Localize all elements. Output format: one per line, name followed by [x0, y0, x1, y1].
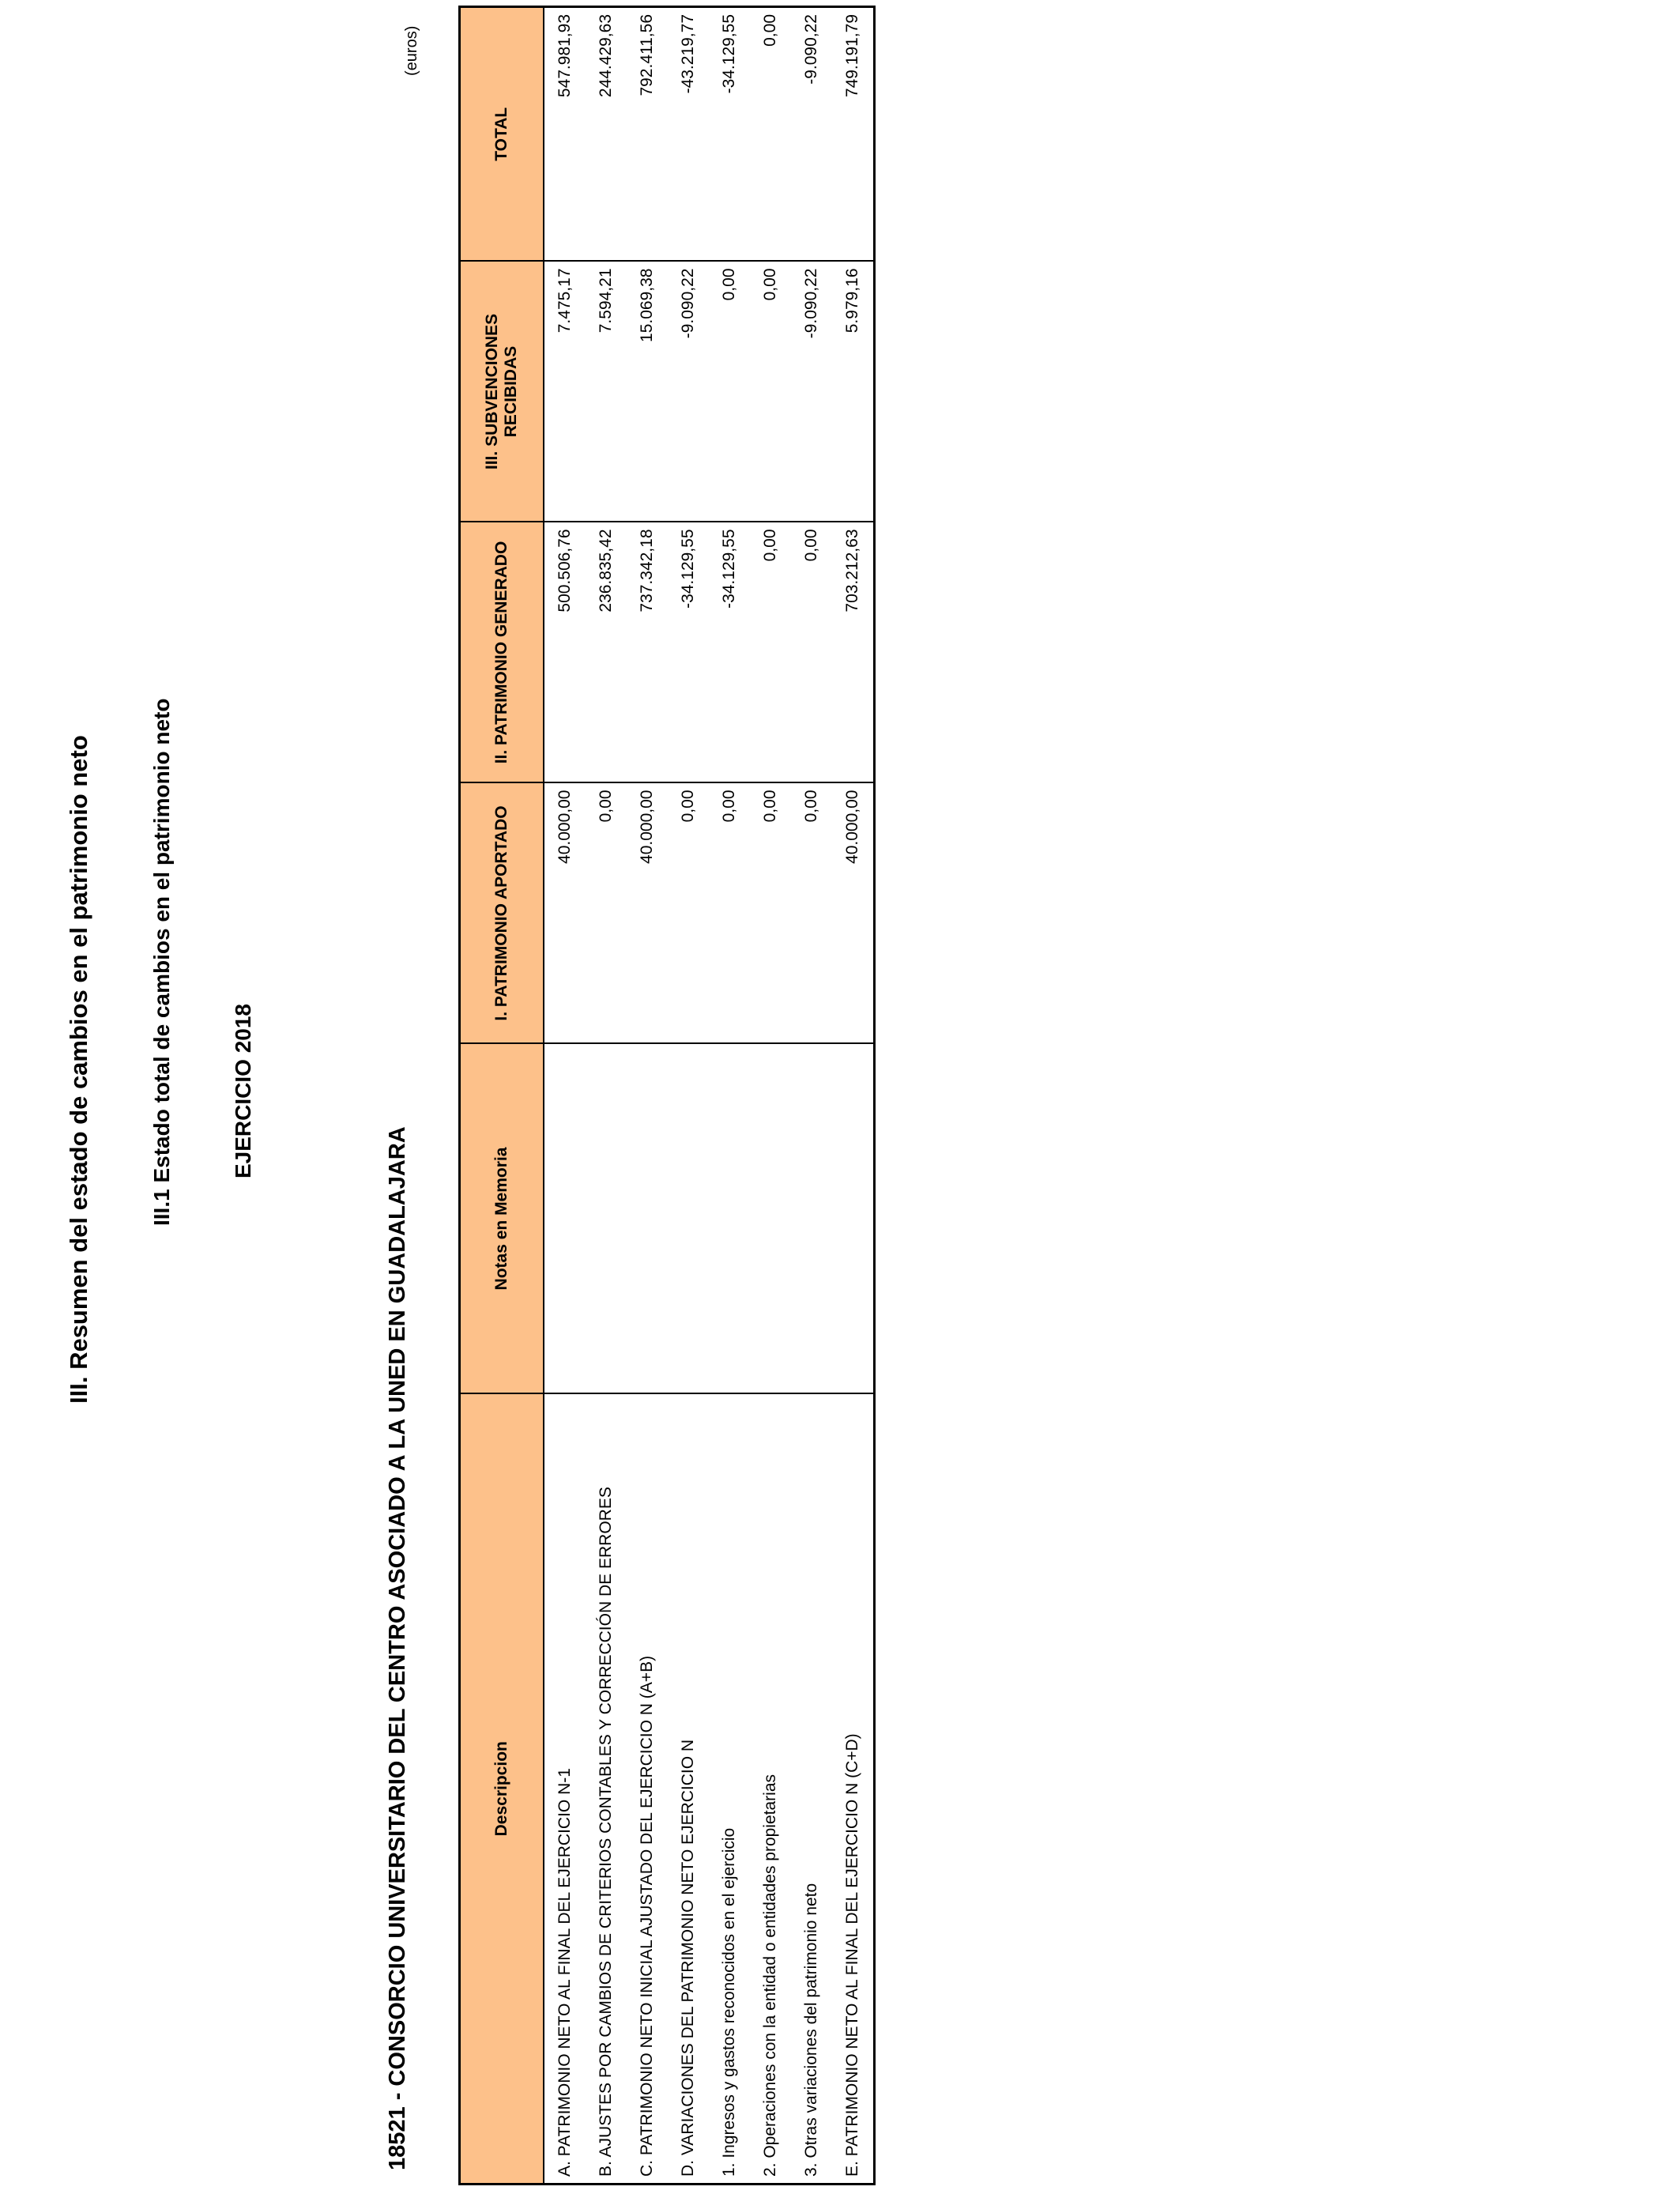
cell-descripcion: 2. Operaciones con la entidad o entidades propietarias [750, 1394, 791, 2185]
equity-changes-table [458, 6, 876, 2185]
cell-subvenciones: 0,00 [750, 262, 791, 522]
cell-generado: 703.212,63 [832, 522, 875, 783]
cell-total: 244.429,63 [586, 7, 627, 262]
cell-notas [627, 1044, 668, 1394]
cell-descripcion: A. PATRIMONIO NETO AL FINAL DEL EJERCICIO N-1 [544, 1394, 586, 2185]
subsection-title: III.1 Estado total de cambios en el patrimonio neto [149, 698, 174, 1226]
cell-descripcion: E. PATRIMONIO NETO AL FINAL DEL EJERCICIO N (C+D) [832, 1394, 875, 2185]
cell-subvenciones: 5.979,16 [832, 262, 875, 522]
cell-descripcion: B. AJUSTES POR CAMBIOS DE CRITERIOS CONTABLES Y CORRECCIÓN DE ERRORES [586, 1394, 627, 2185]
cell-subvenciones: -9.090,22 [668, 262, 709, 522]
cell-notas [832, 1044, 875, 1394]
table-row [544, 7, 586, 2185]
cell-total: 792.411,56 [627, 7, 668, 262]
cell-subvenciones: 7.475,17 [544, 262, 586, 522]
cell-generado: 500.506,76 [544, 522, 586, 783]
cell-aportado: 0,00 [709, 783, 750, 1044]
cell-notas [586, 1044, 627, 1394]
fiscal-year-title: EJERCICIO 2018 [231, 1004, 255, 1178]
cell-aportado: 0,00 [750, 783, 791, 1044]
cell-aportado: 0,00 [791, 783, 832, 1044]
table-row [586, 7, 627, 2185]
cell-generado: -34.129,55 [668, 522, 709, 783]
cell-notas [750, 1044, 791, 1394]
cell-aportado: 0,00 [668, 783, 709, 1044]
cell-total: 0,00 [750, 7, 791, 262]
cell-notas [791, 1044, 832, 1394]
section-title: III. Resumen del estado de cambios en el patrimonio neto [65, 735, 92, 1404]
column-header-patrimonio-generado: II. PATRIMONIO GENERADO [460, 522, 544, 783]
cell-generado: -34.129,55 [709, 522, 750, 783]
cell-notas [544, 1044, 586, 1394]
entity-title: 18521 - CONSORCIO UNIVERSITARIO DEL CENTRO ASOCIADO A LA UNED EN GUADALAJARA [385, 1126, 410, 2170]
table-row [750, 7, 791, 2185]
cell-descripcion: C. PATRIMONIO NETO INICIAL AJUSTADO DEL EJERCICIO N (A+B) [627, 1394, 668, 2185]
table-row [668, 7, 709, 2185]
cell-aportado: 40.000,00 [832, 783, 875, 1044]
cell-subvenciones: 7.594,21 [586, 262, 627, 522]
cell-aportado: 40.000,00 [627, 783, 668, 1044]
cell-subvenciones: 0,00 [709, 262, 750, 522]
cell-descripcion: 3. Otras variaciones del patrimonio neto [791, 1394, 832, 2185]
cell-descripcion: 1. Ingresos y gastos reconocidos en el ejercicio [709, 1394, 750, 2185]
column-header-notas: Notas en Memoria [460, 1044, 544, 1394]
cell-subvenciones: -9.090,22 [791, 262, 832, 522]
cell-total: -9.090,22 [791, 7, 832, 262]
cell-total: 749.191,79 [832, 7, 875, 262]
table-body [544, 7, 875, 2185]
cell-generado: 236.835,42 [586, 522, 627, 783]
units-label: (euros) [403, 25, 420, 76]
cell-descripcion: D. VARIACIONES DEL PATRIMONIO NETO EJERCICIO N [668, 1394, 709, 2185]
column-header-descripcion: Descripcion [460, 1394, 544, 2185]
table-row [832, 7, 875, 2185]
column-header-total: TOTAL [460, 7, 544, 262]
cell-notas [668, 1044, 709, 1394]
cell-total: -43.219,77 [668, 7, 709, 262]
column-header-patrimonio-aportado: I. PATRIMONIO APORTADO [460, 783, 544, 1044]
cell-subvenciones: 15.069,38 [627, 262, 668, 522]
cell-generado: 0,00 [791, 522, 832, 783]
cell-generado: 0,00 [750, 522, 791, 783]
table-row [627, 7, 668, 2185]
column-header-subvenciones: III. SUBVENCIONES RECIBIDAS [460, 262, 544, 522]
cell-notas [709, 1044, 750, 1394]
cell-generado: 737.342,18 [627, 522, 668, 783]
table-row [791, 7, 832, 2185]
cell-total: 547.981,93 [544, 7, 586, 262]
cell-aportado: 40.000,00 [544, 783, 586, 1044]
table-row [709, 7, 750, 2185]
cell-aportado: 0,00 [586, 783, 627, 1044]
table-header-row [460, 7, 544, 2185]
cell-total: -34.129,55 [709, 7, 750, 262]
